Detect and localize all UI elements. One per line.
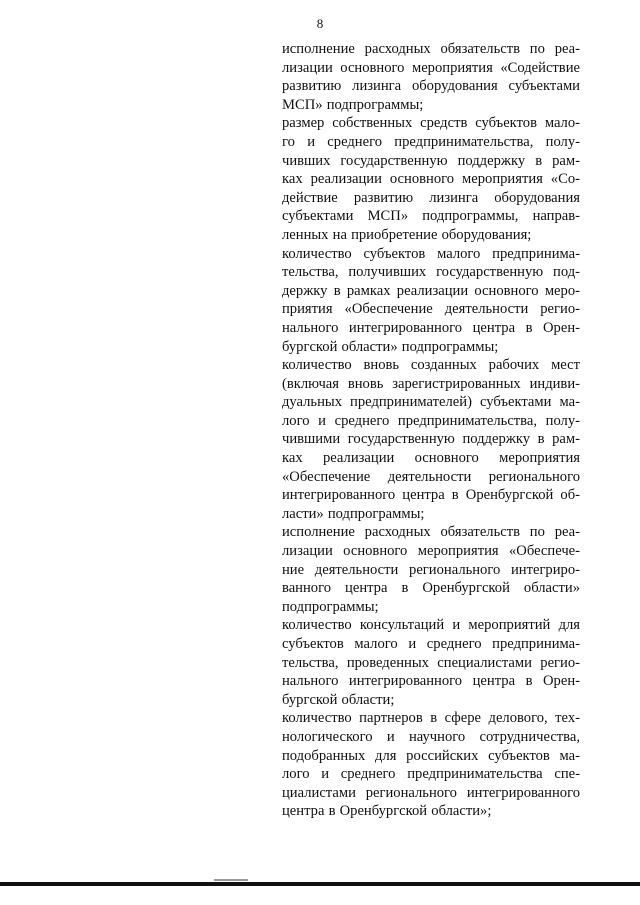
text-line: размер собственных средств субъектов мало- — [282, 115, 580, 132]
text-line: ние деятельности регионального интегриро- — [282, 561, 580, 578]
text-line: нального интегрированного центра в Орен- — [282, 673, 580, 690]
text-line: циалистами регионального интегрированного — [282, 784, 580, 801]
text-line: тельства, получивших государственную под- — [282, 264, 580, 281]
text-line: тельства, проведенных специалистами регио- — [282, 654, 580, 671]
text-line: бургской области; — [282, 691, 395, 708]
text-line: чивших государственную поддержку в рам- — [282, 152, 580, 169]
text-line: ленных на приобретение оборудования; — [282, 226, 532, 243]
text-line: ках реализации основного мероприятия «Со- — [282, 171, 580, 188]
text-line: интегрированного центра в Оренбургской об- — [282, 487, 580, 504]
text-line: субъектов малого и среднего предпринима- — [282, 636, 580, 652]
document-body — [282, 40, 580, 821]
text-line: (включая вновь зарегистрированных индиви- — [282, 375, 580, 392]
text-line: го и среднего предпринимательства, полу- — [282, 133, 580, 150]
list-item — [282, 616, 580, 709]
list-item — [282, 523, 580, 616]
text-line: исполнение расходных обязательств по реа- — [282, 524, 580, 541]
text-line: подобранных для российских субъектов ма- — [282, 747, 580, 764]
text-line: подпрограммы; — [282, 598, 379, 615]
text-line: ласти» подпрограммы; — [282, 505, 425, 522]
text-line: действие развитию лизинга оборудования — [282, 189, 580, 206]
text-line: держку в рамках реализации основного меро- — [282, 282, 580, 299]
text-line: количество партнеров в сфере делового, тех- — [282, 710, 580, 727]
text-line: приятия «Обеспечение деятельности регио- — [282, 301, 580, 318]
text-line: МСП» подпрограммы; — [282, 96, 424, 113]
text-line: «Обеспечение деятельности регионального — [282, 468, 580, 485]
text-line: центра в Оренбургской области»; — [282, 803, 492, 820]
text-line: ках реализации основного мероприятия — [282, 450, 580, 467]
text-line: лого и среднего предпринимательства спе- — [282, 766, 580, 783]
text-line: развитию лизинга оборудования субъектами — [282, 78, 580, 95]
text-line: ванного центра в Оренбургской области» — [282, 580, 580, 597]
text-line: лого и среднего предпринимательства, полу- — [282, 412, 580, 429]
text-line: количество консультаций и мероприятий для — [282, 617, 580, 634]
text-line: бургской области» подпрограммы; — [282, 338, 499, 355]
text-line: количество субъектов малого предпринима- — [282, 245, 580, 262]
list-item — [282, 709, 580, 821]
page-number: 8 — [316, 16, 324, 31]
text-line: количество вновь созданных рабочих мест — [282, 357, 580, 374]
list-item — [282, 356, 580, 523]
list-item — [282, 114, 580, 244]
text-line: нального интегрированного центра в Орен- — [282, 319, 580, 336]
list-item — [282, 40, 580, 114]
bottom-rule — [0, 882, 640, 886]
text-line: лизации основного мероприятия «Обеспече- — [282, 543, 580, 560]
text-line: нологического и научного сотрудничества, — [282, 728, 580, 745]
text-line: исполнение расходных обязательств по реа- — [282, 41, 580, 57]
scan-artifact — [214, 879, 248, 881]
text-line: субъектами МСП» подпрограммы, направ- — [282, 208, 580, 225]
list-item — [282, 245, 580, 357]
text-line: дуальных предпринимателей) субъектами ма- — [282, 394, 580, 411]
text-line: чившими государственную поддержку в рам- — [282, 431, 580, 448]
text-line: лизации основного мероприятия «Содействие — [282, 59, 580, 76]
